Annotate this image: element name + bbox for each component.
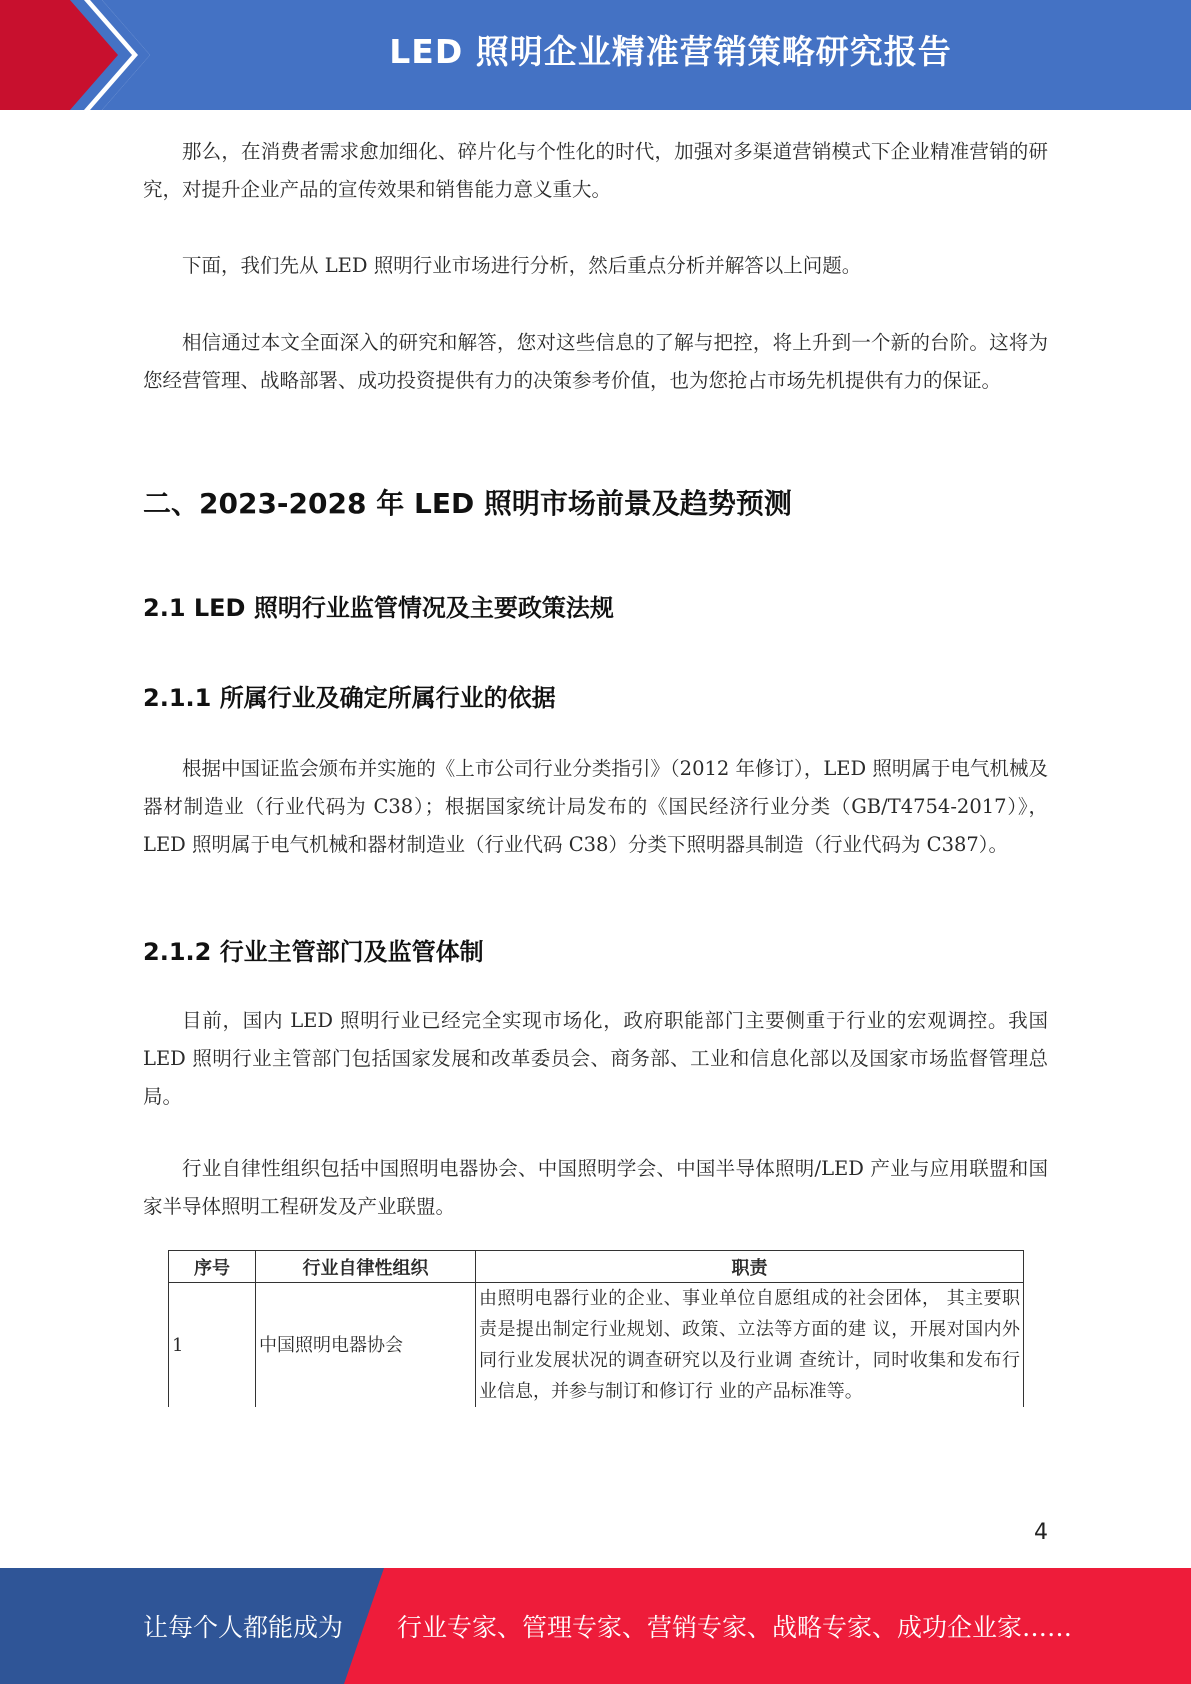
paragraph-next: 下面，我们先从 LED 照明行业市场进行分析，然后重点分析并解答以上问题。 <box>182 254 862 277</box>
paragraph-intro: 那么，在消费者需求愈加细化、碎片化与个性化的时代，加强对多渠道营销模式下企业精准营销的研究，对提升企业产品的宣传效果和销售能力意义重大。 <box>143 140 1048 201</box>
subsection-heading-2-1-1: 2.1.1 所属行业及确定所属行业的依据 <box>143 684 556 712</box>
page-number: 4 <box>1034 1520 1048 1545</box>
table-row <box>169 1283 1024 1408</box>
self-regulatory-org-table <box>168 1250 1024 1407</box>
table-cell-org: 中国照明电器协会 <box>256 1283 476 1408</box>
subsection-heading-2-1-2: 2.1.2 行业主管部门及监管体制 <box>143 938 484 966</box>
page-header <box>0 0 1191 110</box>
paragraph-believe: 相信通过本文全面深入的研究和解答，您对这些信息的了解与把控，将上升到一个新的台阶。这将为您经营管理、战略部署、成功投资提供有力的决策参考价值，也为您抢占市场先机提供有力的保证。 <box>143 331 1048 392</box>
report-title: LED 照明企业精准营销策略研究报告 <box>389 32 952 71</box>
section-heading: 二、2023-2028 年 LED 照明市场前景及趋势预测 <box>143 487 792 520</box>
table-header-org: 行业自律性组织 <box>256 1251 476 1283</box>
footer-slogan-left: 让每个人都能成为 <box>143 1613 344 1642</box>
table-header-row <box>169 1251 1024 1283</box>
page-footer <box>0 1568 1191 1684</box>
paragraph-classification: 根据中国证监会颁布并实施的《上市公司行业分类指引》（2012 年修订），LED 照明属于电气机械及器材制造业（行业代码为 C38）；根据国家统计局发布的《国民经济行业分类（GB/T4754-2017）》，LED 照明属于电气机械和器材制造业（行业代码 C38）分类下照明器具制造（行业代码为 C387）。 <box>143 757 1048 856</box>
table-header-no: 序号 <box>169 1251 256 1283</box>
footer-slogan-right: 行业专家、管理专家、营销专家、战略专家、成功企业家…… <box>397 1613 1073 1642</box>
paragraph-regulators: 目前，国内 LED 照明行业已经完全实现市场化，政府职能部门主要侧重于行业的宏观调控。我国 LED 照明行业主管部门包括国家发展和改革委员会、商务部、工业和信息化部以及国家市场监督管理总局。 <box>143 1009 1048 1108</box>
table-cell-no: 1 <box>169 1283 256 1408</box>
subsection-heading-2-1: 2.1 LED 照明行业监管情况及主要政策法规 <box>143 594 614 622</box>
table-header-duty: 职责 <box>476 1251 1024 1283</box>
paragraph-self-regulation: 行业自律性组织包括中国照明电器协会、中国照明学会、中国半导体照明/LED 产业与应用联盟和国家半导体照明工程研发及产业联盟。 <box>143 1157 1048 1218</box>
table-cell-duty: 由照明电器行业的企业、事业单位自愿组成的社会团体， 其主要职责是提出制定行业规划、政策、立法等方面的建 议，开展对国内外同行业发展状况的调查研究以及行业调 查统计，同时收集和发布行业信息，并参与制订和修订行 业的产品标准等。 <box>476 1283 1024 1408</box>
